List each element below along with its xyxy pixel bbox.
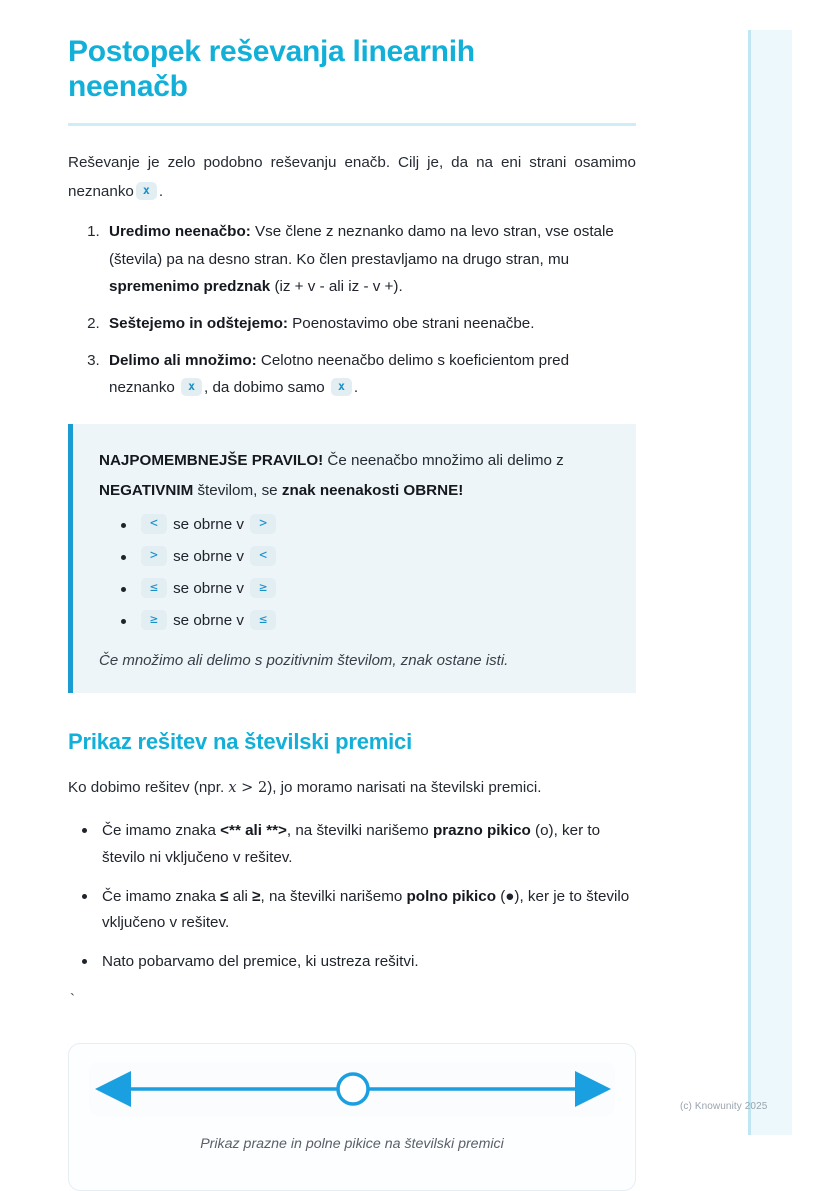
- step-3-text-a: Celotno neenačbo delimo s koeficientom pred neznanko: [109, 351, 570, 397]
- step-1-text-b: (iz + v - ali iz - v +).: [270, 278, 403, 296]
- operator-chip-from-1: <: [141, 514, 167, 534]
- operator-chip-from-3: ≤: [141, 578, 167, 598]
- flip-rule-text-2: se obrne v: [173, 548, 244, 566]
- inline-math-expression: [228, 780, 267, 796]
- step-1-label-b: spremenimo predznak: [109, 278, 271, 296]
- operator-chip-to-4: ≤: [250, 610, 276, 630]
- flip-rule-text-3: se obrne v: [173, 579, 244, 597]
- steps-list: [68, 218, 636, 402]
- step-3-label: Delimo ali množimo:: [109, 351, 257, 369]
- section-title-number-line: Prikaz rešitev na številski premici: [68, 728, 412, 754]
- bullet-1-bold: prazno pikico: [432, 822, 531, 840]
- figure-caption: Prikaz prazne in polne pikice na številski premici: [200, 1136, 504, 1153]
- footer-credit: (c) Knowunity 2025: [680, 1101, 768, 1112]
- list-item-empty-dot: [82, 818, 636, 870]
- bullet-2-sym-post: ≥: [252, 887, 261, 905]
- callout-note: Če množimo ali delimo s pozitivnim številom, znak ostane isti.: [99, 651, 509, 669]
- stray-backtick: `: [70, 991, 75, 1009]
- step-2-label: Seštejemo in odštejemo:: [109, 315, 288, 333]
- code-chip-x-3: x: [331, 378, 352, 396]
- intro-text-after: .: [158, 182, 164, 200]
- code-chip-x: x: [136, 182, 157, 200]
- right-accent-strip: [748, 30, 792, 1135]
- step-item-1: [104, 218, 636, 301]
- flip-rule-item-3: [121, 578, 610, 601]
- list-item-shade-region: [82, 949, 636, 975]
- bullet-1-text-b: , na številki narišemo: [286, 822, 433, 840]
- section2-intro-b: ), jo moramo narisati na številski premici.: [267, 778, 542, 796]
- bullet-1-symbol: [220, 822, 287, 839]
- bullet-2-bold: polno pikico: [406, 887, 496, 905]
- math-number: 2: [257, 779, 268, 796]
- number-line-rules-list: [68, 818, 636, 975]
- step-3-mid: , da dobimo samo: [204, 379, 329, 397]
- bullet-2-text-a: Če imamo znaka: [102, 887, 221, 905]
- section2-intro: [68, 773, 636, 803]
- open-circle-marker: [338, 1074, 368, 1104]
- bullet-2-text-b: , na številki narišemo: [260, 887, 407, 905]
- step-item-2: [104, 310, 636, 338]
- step-item-3: [104, 347, 636, 402]
- callout-bold-3: znak neenakosti OBRNE!: [281, 481, 464, 499]
- callout-text-1: Če neenačbo množimo ali delimo z: [323, 452, 564, 470]
- title-divider: [68, 123, 636, 126]
- operator-chip-from-4: ≥: [141, 610, 167, 630]
- flip-rule-item-1: [121, 514, 610, 537]
- bullet-2-sym-mid: ali: [228, 887, 253, 905]
- bullet-1-sym-post: **>: [261, 822, 287, 840]
- callout-bold-2: NEGATIVNIM: [99, 481, 194, 499]
- bullet-2-text-c: (●), ker je to število vključeno v rešitev.: [102, 887, 630, 931]
- operator-chip-from-2: >: [141, 546, 167, 566]
- arrow-right-icon: [575, 1071, 611, 1107]
- list-item-filled-dot: [82, 884, 636, 936]
- important-rule-callout: [68, 424, 636, 692]
- intro-paragraph: [68, 148, 636, 206]
- bullet-1-text-a: Če imamo znaka: [102, 822, 221, 840]
- bullet-2-symbol: [220, 888, 228, 905]
- code-chip-x-2: x: [181, 378, 202, 396]
- callout-bold-1: NAJPOMEMBNEJŠE PRAVILO!: [99, 452, 324, 470]
- step-3-end: .: [353, 379, 359, 397]
- bullet-1-sym-bold: ali: [245, 822, 262, 840]
- bullet-2-sym-post-b: [252, 888, 260, 905]
- step-1-label: Uredimo neenačbo:: [109, 223, 251, 241]
- flip-rule-item-2: [121, 546, 610, 569]
- number-line-panel: [89, 1062, 615, 1116]
- number-line-svg: [89, 1062, 617, 1116]
- bullet-1-sym-pre: <**: [220, 822, 246, 840]
- bullet-1-text-c: (o), ker to število ni vključeno v rešitev.: [102, 822, 601, 866]
- step-1-text-a: Vse člene z neznanko damo na levo stran, vse ostale (števila) pa na desno stran. Ko člen prestavljamo na drugo stran, mu: [109, 223, 614, 268]
- operator-chip-to-1: >: [250, 514, 276, 534]
- page-title: Postopek reševanja linearnih neenačb: [68, 35, 475, 104]
- callout-text-2: številom, se: [193, 481, 282, 499]
- flip-rule-text-1: se obrne v: [173, 516, 244, 534]
- operator-chip-to-2: <: [250, 546, 276, 566]
- section2-intro-a: Ko dobimo rešitev (npr.: [68, 778, 229, 796]
- step-2-text-a: Poenostavimo obe strani neenačbe.: [287, 315, 535, 333]
- number-line-figure: [68, 1043, 636, 1191]
- flip-rules-list: [99, 514, 610, 632]
- flip-rule-item-4: [121, 610, 610, 633]
- arrow-left-icon: [95, 1071, 131, 1107]
- math-operator: >: [236, 779, 258, 796]
- bullet-2-sym-pre: ≤: [220, 887, 229, 905]
- intro-text-before: Reševanje je zelo podobno reševanju enačb. Cilj je, da na eni strani osamimo neznanko: [68, 153, 636, 200]
- bullet-3-text-a: Nato pobarvamo del premice, ki ustreza rešitvi.: [102, 952, 419, 970]
- callout-lead: [99, 446, 610, 505]
- flip-rule-text-4: se obrne v: [173, 611, 244, 629]
- math-variable: x: [228, 779, 237, 796]
- operator-chip-to-3: ≥: [250, 578, 276, 598]
